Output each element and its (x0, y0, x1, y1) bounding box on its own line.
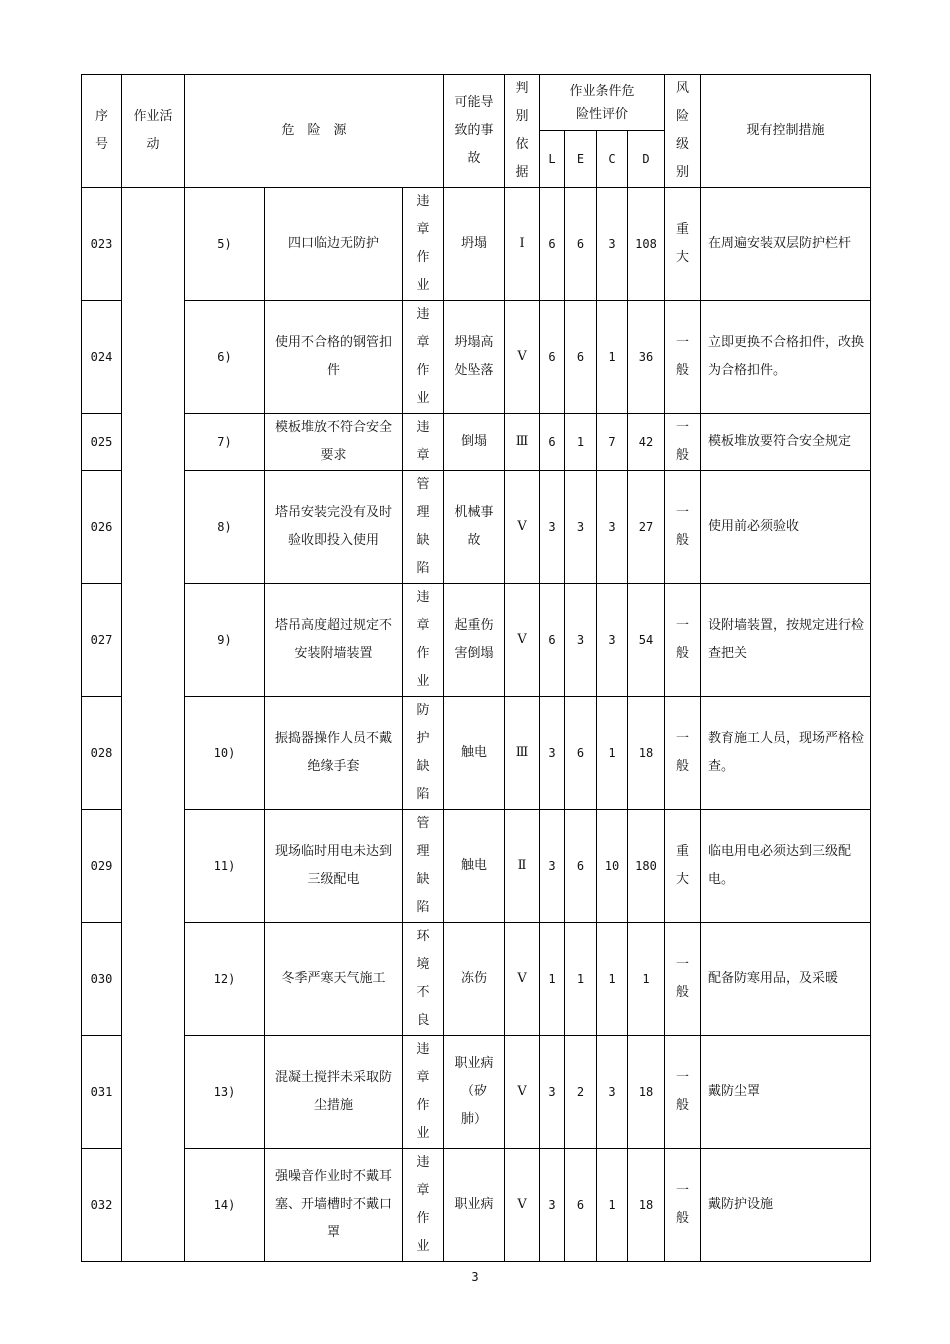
table-row (82, 188, 871, 301)
row-C: 10 (597, 810, 628, 923)
row-level: 一般 (665, 584, 701, 697)
table-row (82, 414, 871, 471)
row-level: 一般 (665, 697, 701, 810)
row-E: 1 (565, 414, 597, 471)
row-E: 2 (565, 1036, 597, 1149)
row-control: 配备防寒用品，及采暖 (701, 923, 871, 1036)
row-id: 026 (82, 471, 122, 584)
header-possible-accident: 可能导致的事故 (444, 75, 505, 188)
row-D: 27 (628, 471, 665, 584)
row-item: 12) (185, 923, 265, 1036)
row-control: 立即更换不合格扣件，改换为合格扣件。 (701, 301, 871, 414)
row-D: 108 (628, 188, 665, 301)
row-level: 一般 (665, 471, 701, 584)
row-accident: 触电 (444, 810, 505, 923)
row-E: 6 (565, 697, 597, 810)
row-basis: Ⅴ (505, 1036, 540, 1149)
table-row (82, 471, 871, 584)
row-item: 6) (185, 301, 265, 414)
row-id: 030 (82, 923, 122, 1036)
row-D: 36 (628, 301, 665, 414)
row-L: 3 (540, 1149, 565, 1262)
row-id: 031 (82, 1036, 122, 1149)
row-accident: 倒塌 (444, 414, 505, 471)
table-row (82, 697, 871, 810)
row-item: 8) (185, 471, 265, 584)
row-control: 临电用电必须达到三级配电。 (701, 810, 871, 923)
row-item: 5) (185, 188, 265, 301)
table-row (82, 1149, 871, 1262)
row-id: 032 (82, 1149, 122, 1262)
row-D: 54 (628, 584, 665, 697)
row-C: 1 (597, 697, 628, 810)
row-id: 024 (82, 301, 122, 414)
row-item: 7) (185, 414, 265, 471)
table-row (82, 810, 871, 923)
row-L: 3 (540, 471, 565, 584)
row-C: 3 (597, 584, 628, 697)
row-type: 违章作业 (403, 301, 444, 414)
row-accident: 职业病 (444, 1149, 505, 1262)
row-basis: Ⅱ (505, 810, 540, 923)
row-L: 3 (540, 697, 565, 810)
row-hazard: 塔吊高度超过规定不安装附墙装置 (265, 584, 403, 697)
row-id: 028 (82, 697, 122, 810)
row-basis: Ⅴ (505, 301, 540, 414)
row-accident: 坍塌 (444, 188, 505, 301)
header-L: L (540, 131, 565, 188)
row-type: 管理缺陷 (403, 471, 444, 584)
row-control: 设附墙装置，按规定进行检查把关 (701, 584, 871, 697)
row-basis: Ⅲ (505, 414, 540, 471)
header-row (82, 75, 871, 131)
row-basis: Ⅰ (505, 188, 540, 301)
row-C: 3 (597, 471, 628, 584)
row-basis: Ⅴ (505, 471, 540, 584)
table-row (82, 301, 871, 414)
row-L: 3 (540, 1036, 565, 1149)
row-accident: 起重伤害倒塌 (444, 584, 505, 697)
row-D: 1 (628, 923, 665, 1036)
table-row (82, 923, 871, 1036)
row-type: 违章作业 (403, 1036, 444, 1149)
row-item: 11) (185, 810, 265, 923)
row-hazard: 使用不合格的钢管扣件 (265, 301, 403, 414)
row-basis: Ⅴ (505, 923, 540, 1036)
row-control: 在周遍安装双层防护栏杆 (701, 188, 871, 301)
header-D: D (628, 131, 665, 188)
page-number: 3 (471, 1270, 479, 1284)
row-type: 环境不良 (403, 923, 444, 1036)
row-level: 一般 (665, 923, 701, 1036)
row-item: 10) (185, 697, 265, 810)
row-hazard: 振捣器操作人员不戴绝缘手套 (265, 697, 403, 810)
risk-assessment-table (81, 74, 871, 1262)
row-hazard: 强噪音作业时不戴耳塞、开墙槽时不戴口罩 (265, 1149, 403, 1262)
row-item: 14) (185, 1149, 265, 1262)
header-C: C (597, 131, 628, 188)
row-L: 6 (540, 584, 565, 697)
row-accident: 职业病（矽肺） (444, 1036, 505, 1149)
row-C: 1 (597, 923, 628, 1036)
row-E: 3 (565, 471, 597, 584)
row-E: 1 (565, 923, 597, 1036)
row-level: 一般 (665, 1036, 701, 1149)
row-basis: Ⅲ (505, 697, 540, 810)
header-hazard-source: 危 险 源 (185, 75, 444, 188)
table-row (82, 584, 871, 697)
row-basis: Ⅴ (505, 1149, 540, 1262)
row-D: 18 (628, 697, 665, 810)
row-hazard: 塔吊安装完没有及时验收即投入使用 (265, 471, 403, 584)
row-C: 1 (597, 1149, 628, 1262)
row-id: 027 (82, 584, 122, 697)
row-level: 重大 (665, 188, 701, 301)
row-L: 1 (540, 923, 565, 1036)
row-hazard: 现场临时用电未达到三级配电 (265, 810, 403, 923)
header-seq: 序号 (82, 75, 122, 188)
row-L: 3 (540, 810, 565, 923)
row-control: 使用前必须验收 (701, 471, 871, 584)
row-type: 防护缺陷 (403, 697, 444, 810)
row-accident: 冻伤 (444, 923, 505, 1036)
row-control: 戴防护设施 (701, 1149, 871, 1262)
row-type: 违章作业 (403, 1149, 444, 1262)
row-D: 42 (628, 414, 665, 471)
header-activity: 作业活动 (122, 75, 185, 188)
row-accident: 机械事故 (444, 471, 505, 584)
row-type: 违章 (403, 414, 444, 471)
row-level: 一般 (665, 301, 701, 414)
row-id: 025 (82, 414, 122, 471)
header-E: E (565, 131, 597, 188)
header-condition-title: 作业条件危险性评价 (540, 75, 665, 131)
row-E: 3 (565, 584, 597, 697)
row-control: 教育施工人员，现场严格检查。 (701, 697, 871, 810)
row-L: 6 (540, 301, 565, 414)
header-risk-level: 风险级别 (665, 75, 701, 188)
header-control: 现有控制措施 (701, 75, 871, 188)
activity-cell (122, 188, 185, 1262)
row-accident: 触电 (444, 697, 505, 810)
row-control: 模板堆放要符合安全规定 (701, 414, 871, 471)
row-C: 3 (597, 1036, 628, 1149)
row-E: 6 (565, 1149, 597, 1262)
row-control: 戴防尘罩 (701, 1036, 871, 1149)
row-hazard: 模板堆放不符合安全要求 (265, 414, 403, 471)
header-basis: 判别依据 (505, 75, 540, 188)
row-type: 违章作业 (403, 188, 444, 301)
row-C: 1 (597, 301, 628, 414)
row-E: 6 (565, 301, 597, 414)
row-id: 023 (82, 188, 122, 301)
row-C: 3 (597, 188, 628, 301)
row-accident: 坍塌高处坠落 (444, 301, 505, 414)
row-C: 7 (597, 414, 628, 471)
row-D: 18 (628, 1036, 665, 1149)
row-item: 9) (185, 584, 265, 697)
row-level: 一般 (665, 1149, 701, 1262)
row-hazard: 四口临边无防护 (265, 188, 403, 301)
row-hazard: 冬季严寒天气施工 (265, 923, 403, 1036)
row-E: 6 (565, 810, 597, 923)
row-type: 管理缺陷 (403, 810, 444, 923)
row-level: 重大 (665, 810, 701, 923)
row-E: 6 (565, 188, 597, 301)
row-basis: Ⅴ (505, 584, 540, 697)
table-row (82, 1036, 871, 1149)
row-type: 违章作业 (403, 584, 444, 697)
row-L: 6 (540, 188, 565, 301)
row-item: 13) (185, 1036, 265, 1149)
row-hazard: 混凝土搅拌未采取防尘措施 (265, 1036, 403, 1149)
row-id: 029 (82, 810, 122, 923)
row-D: 180 (628, 810, 665, 923)
row-L: 6 (540, 414, 565, 471)
row-level: 一般 (665, 414, 701, 471)
row-D: 18 (628, 1149, 665, 1262)
